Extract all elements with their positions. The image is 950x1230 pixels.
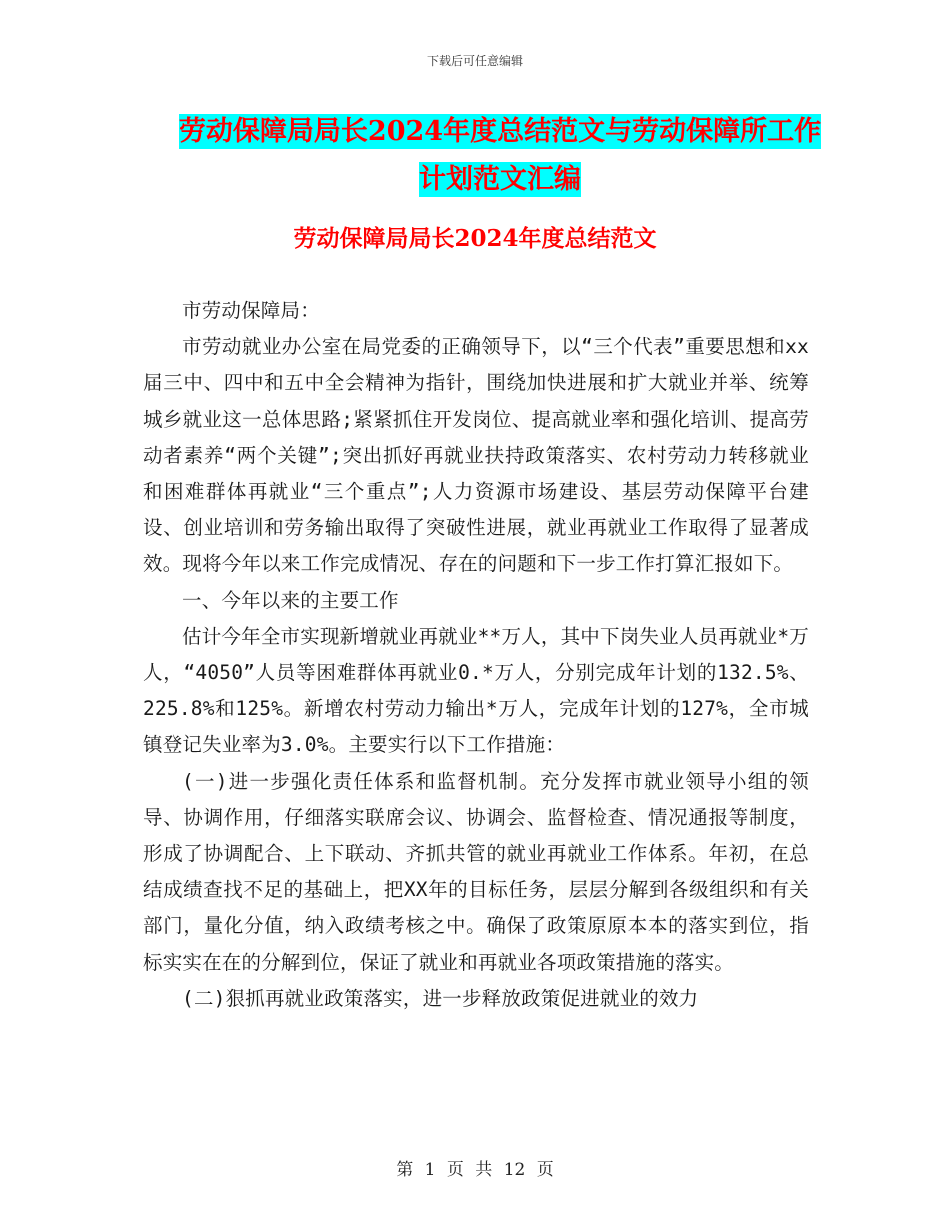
- section-title: 劳动保障局局长2024年度总结范文: [293, 225, 657, 252]
- main-title-line1: 劳动保障局局长2024年度总结范文与劳动保障所工作: [178, 116, 822, 147]
- paragraph-measure-2: (二)狠抓再就业政策落实，进一步释放政策促进就业的效力: [182, 986, 699, 1010]
- header-note: 下载后可任意编辑: [426, 54, 523, 68]
- paragraph-measure-1: (一)进一步强化责任体系和监督机制。充分发挥市就业领导小组的领导、协调作用，仔细落实联席会议、协调会、监督检查、情况通报等制度，形成了协调配合、上下联动、齐抓共管的就业再就业工作体系。年初，在总结成绩查找不足的基础上，把XX年的目标任务，层层分解到各级组织和有关部门，量化分值，纳入政绩考核之中。确保了政策原原本本的落实到位，指标实实在在的分解到位，保证了就业和再就业各项政策措施的落实。: [143, 769, 809, 974]
- body-text: [143, 293, 809, 1017]
- salutation: 市劳动保障局：: [182, 299, 320, 322]
- main-title-line2: 计划范文汇编: [419, 164, 581, 195]
- paragraph-intro: 市劳动就业办公室在局党委的正确领导下，以“三个代表”重要思想和xx届三中、四中和五中全会精神为指针，围绕加快进展和扩大就业并举、统筹城乡就业这一总体思路;紧紧抓住开发岗位、提高就业率和强化培训、提高劳动者素养“两个关键”;突出抓好再就业扶持政策落实、农村劳动力转移就业和困难群体再就业“三个重点”;人力资源市场建设、基层劳动保障平台建设、创业培训和劳务输出取得了突破性进展，就业再就业工作取得了显著成效。现将今年以来工作完成情况、存在的问题和下一步工作打算汇报如下。: [143, 335, 809, 576]
- section-heading: 一、今年以来的主要工作: [182, 588, 399, 612]
- main-title: [140, 108, 860, 204]
- paragraph-summary: 估计今年全市实现新增就业再就业**万人，其中下岗失业人员再就业*万人，“4050”人员等困难群体再就业0.*万人，分别完成年计划的132.5%、225.8%和125%。新增农村劳动力输出*万人，完成年计划的127%，全市城镇登记失业率为3.0%。主要实行以下工作措施：: [143, 624, 809, 757]
- page-footer: 第 1 页 共 12 页: [396, 1160, 554, 1180]
